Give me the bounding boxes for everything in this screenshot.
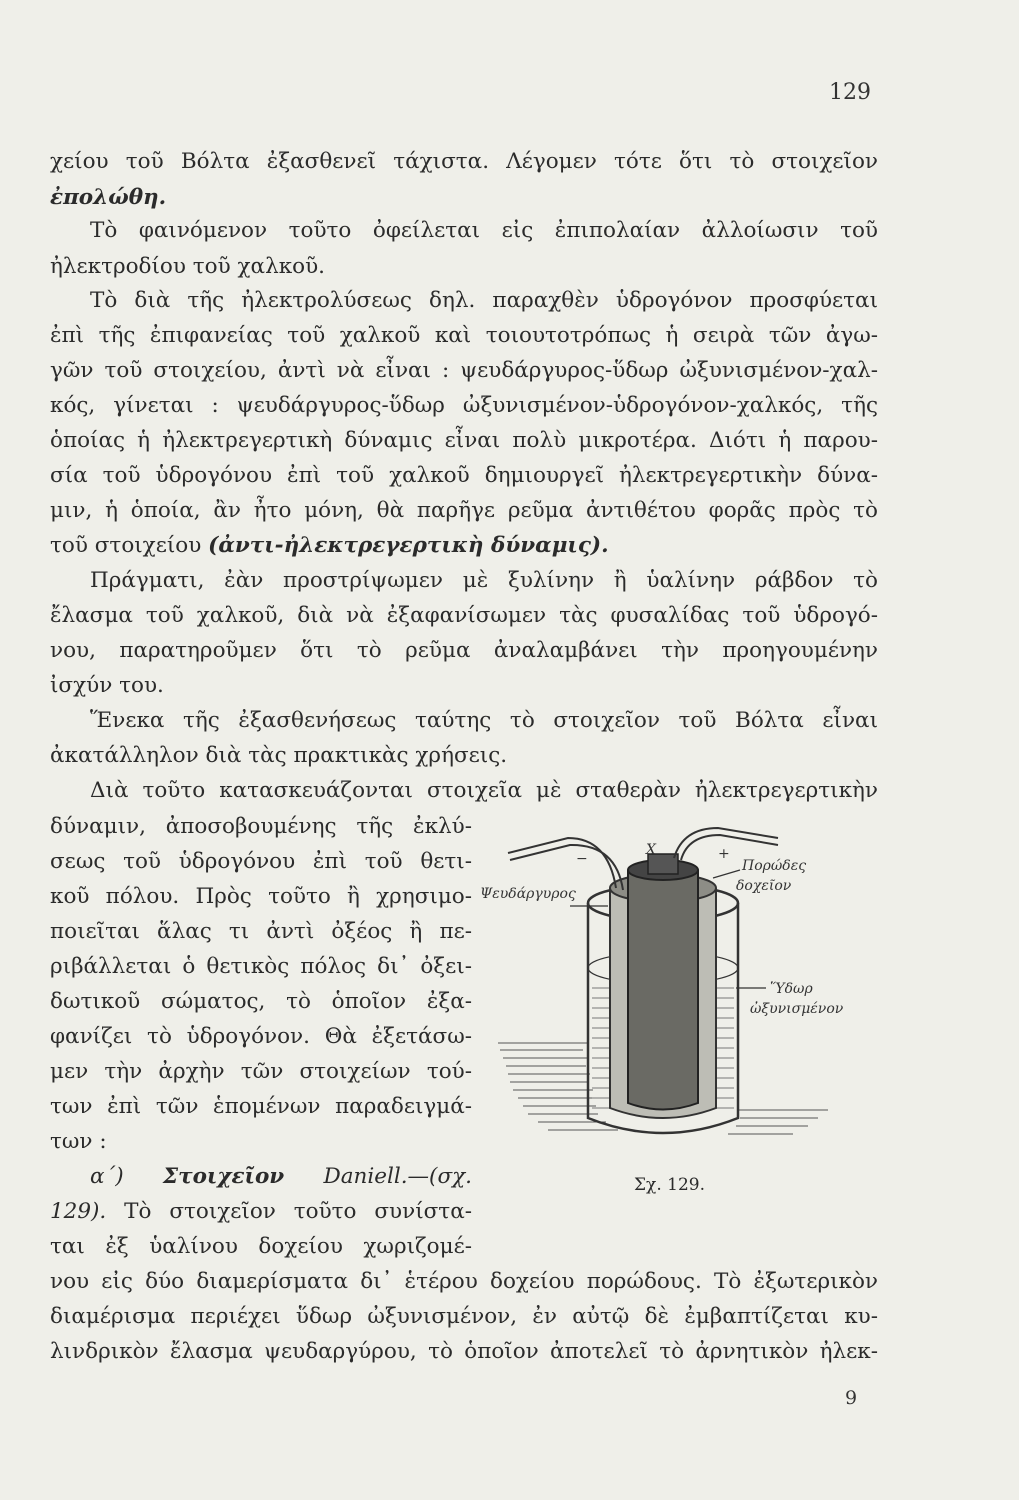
text-line: Πράγματι, ἐὰν προστρίψωμεν μὲ ξυλίνην ἢ ὑαλίνην ράβδον τὸ [90, 568, 878, 593]
text-line: των : [50, 1129, 107, 1154]
text-line: ποιεῖται ἅλας τι ἀντὶ ὀξέος ἢ πε- [50, 919, 472, 944]
text-line: ριβάλλεται ὁ θετικὸς πόλος δι᾽ ὀξει- [50, 954, 472, 979]
text-line: ἔλασμα τοῦ χαλκοῦ, διὰ νὰ ἐξαφανίσωμεν τὰς φυσαλίδας τοῦ ὑδρογό- [50, 603, 878, 628]
daniell-cell-figure [478, 818, 888, 1178]
text-line: νου, παρατηροῦμεν ὅτι τὸ ρεῦμα ἀναλαμβάνει τὴν προηγουμένην [50, 638, 878, 663]
label-porous-pot: δοχεῖον [736, 878, 792, 894]
text-line: Τὸ φαινόμενον τοῦτο ὀφείλεται εἰς ἐπιπολαίαν ἀλλοίωσιν τοῦ [90, 218, 878, 243]
text-line: σία τοῦ ὑδρογόνου ἐπὶ τοῦ χαλκοῦ δημιουργεῖ ἠλεκτρεγερτικὴν δύνα- [50, 463, 878, 488]
figure-caption: Σχ. 129. [634, 1175, 705, 1195]
page-number: 129 [829, 80, 871, 105]
text-line: ὁποίας ἡ ἠλεκτρεγερτικὴ δύναμις εἶναι πολὺ μικροτέρα. Διότι ἡ παρου- [50, 428, 878, 453]
porous-pot [628, 854, 698, 1110]
text-line: διαμέρισμα περιέχει ὕδωρ ὠξυνισμένον, ἐν αὐτῷ δὲ ἐμβαπτίζεται κυ- [50, 1304, 878, 1329]
text-span: Τὸ στοιχεῖον τοῦτο συνίστα- [124, 1199, 472, 1224]
text-line [50, 531, 878, 561]
text-line: Τὸ διὰ τῆς ἠλεκτρολύσεως δηλ. παραχθὲν ὑδρογόνον προσφύεται [90, 288, 878, 313]
text-line: των ἐπὶ τῶν ἑπομένων παραδειγμά- [50, 1094, 472, 1119]
text-line: γῶν τοῦ στοιχείου, ἀντὶ νὰ εἶναι : ψευδάργυρος-ὕδωρ ὠξυνισμένον-χαλ- [50, 358, 878, 383]
text-span: τοῦ στοιχείου [50, 533, 202, 558]
text-line: Ἕνεκα τῆς ἐξασθενήσεως ταύτης τὸ στοιχεῖον τοῦ Βόλτα εἶναι [90, 708, 878, 733]
figure-ref: 129). [50, 1199, 107, 1224]
plus-sign: + [718, 846, 730, 862]
cell-name: Στοιχεῖον [162, 1164, 285, 1189]
cell-name-latin: Daniell.—(σχ. [323, 1164, 472, 1189]
text-line: δωτικοῦ σώματος, τὸ ὁποῖον ἐξα- [50, 989, 472, 1014]
text-line: δύναμιν, ἀποσοβουμένης τῆς ἐκλύ- [50, 814, 472, 839]
text-line: ἀκατάλληλον διὰ τὰς πρακτικὰς χρήσεις. [50, 743, 508, 768]
text-line: ἠλεκτροδίου τοῦ χαλκοῦ. [50, 254, 325, 279]
minus-sign: − [576, 851, 588, 867]
label-zinc: Ψευδάργυρος [480, 886, 576, 902]
label-acid-water: ὠξυνισμένον [750, 1001, 844, 1017]
text-line: ται ἐξ ὑαλίνου δοχείου χωριζομέ- [50, 1234, 472, 1259]
label-acid-water: Ὕδωρ [770, 981, 813, 997]
emphasis-term: (ἀντι-ἠλεκτρεγερτικὴ δύναμις). [208, 533, 609, 558]
item-marker: α΄) [90, 1164, 124, 1189]
text-line [90, 1162, 472, 1192]
text-line: κοῦ πόλου. Πρὸς τοῦτο ἢ χρησιμο- [50, 884, 472, 909]
text-line: μιν, ἡ ὁποία, ἂν ἦτο μόνη, θὰ παρῆγε ρεῦμα ἀντιθέτου φορᾶς πρὸς τὸ [50, 498, 878, 523]
text-line: νου εἰς δύο διαμερίσματα δι᾽ ἑτέρου δοχείου πορώδους. Τὸ ἐξωτερικὸν [50, 1269, 878, 1294]
text-line: λινδρικὸν ἔλασμα ψευδαργύρου, τὸ ὁποῖον ἀποτελεῖ τὸ ἀρνητικὸν ἠλεκ- [50, 1339, 878, 1364]
text-line: ἰσχύν του. [50, 673, 164, 698]
text-line: μεν τὴν ἀρχὴν τῶν στοιχείων τού- [50, 1059, 472, 1084]
text-line: ἐπολώθη. [50, 185, 167, 210]
text-line: σεως τοῦ ὑδρογόνου ἐπὶ τοῦ θετι- [50, 849, 472, 874]
text-line [50, 1197, 472, 1227]
label-porous-pot: Πορώδες [742, 858, 807, 874]
text-line: ἐπὶ τῆς ἐπιφανείας τοῦ χαλκοῦ καὶ τοιουτοτρόπως ἡ σειρὰ τῶν ἀγω- [50, 323, 878, 348]
text-line: φανίζει τὸ ὑδρογόνον. Θὰ ἐξετάσω- [50, 1024, 472, 1049]
text-line: κός, γίνεται : ψευδάργυρος-ὕδωρ ὠξυνισμένον-ὑδρογόνον-χαλκός, τῆς [50, 393, 878, 418]
text-line: χείου τοῦ Βόλτα ἐξασθενεῖ τάχιστα. Λέγομεν τότε ὅτι τὸ στοιχεῖον [50, 149, 878, 174]
text-line: Διὰ τοῦτο κατασκευάζονται στοιχεῖα μὲ σταθερὰν ἠλεκτρεγερτικὴν [90, 778, 878, 803]
signature-mark: 9 [845, 1387, 858, 1409]
x-mark: X [646, 842, 656, 858]
